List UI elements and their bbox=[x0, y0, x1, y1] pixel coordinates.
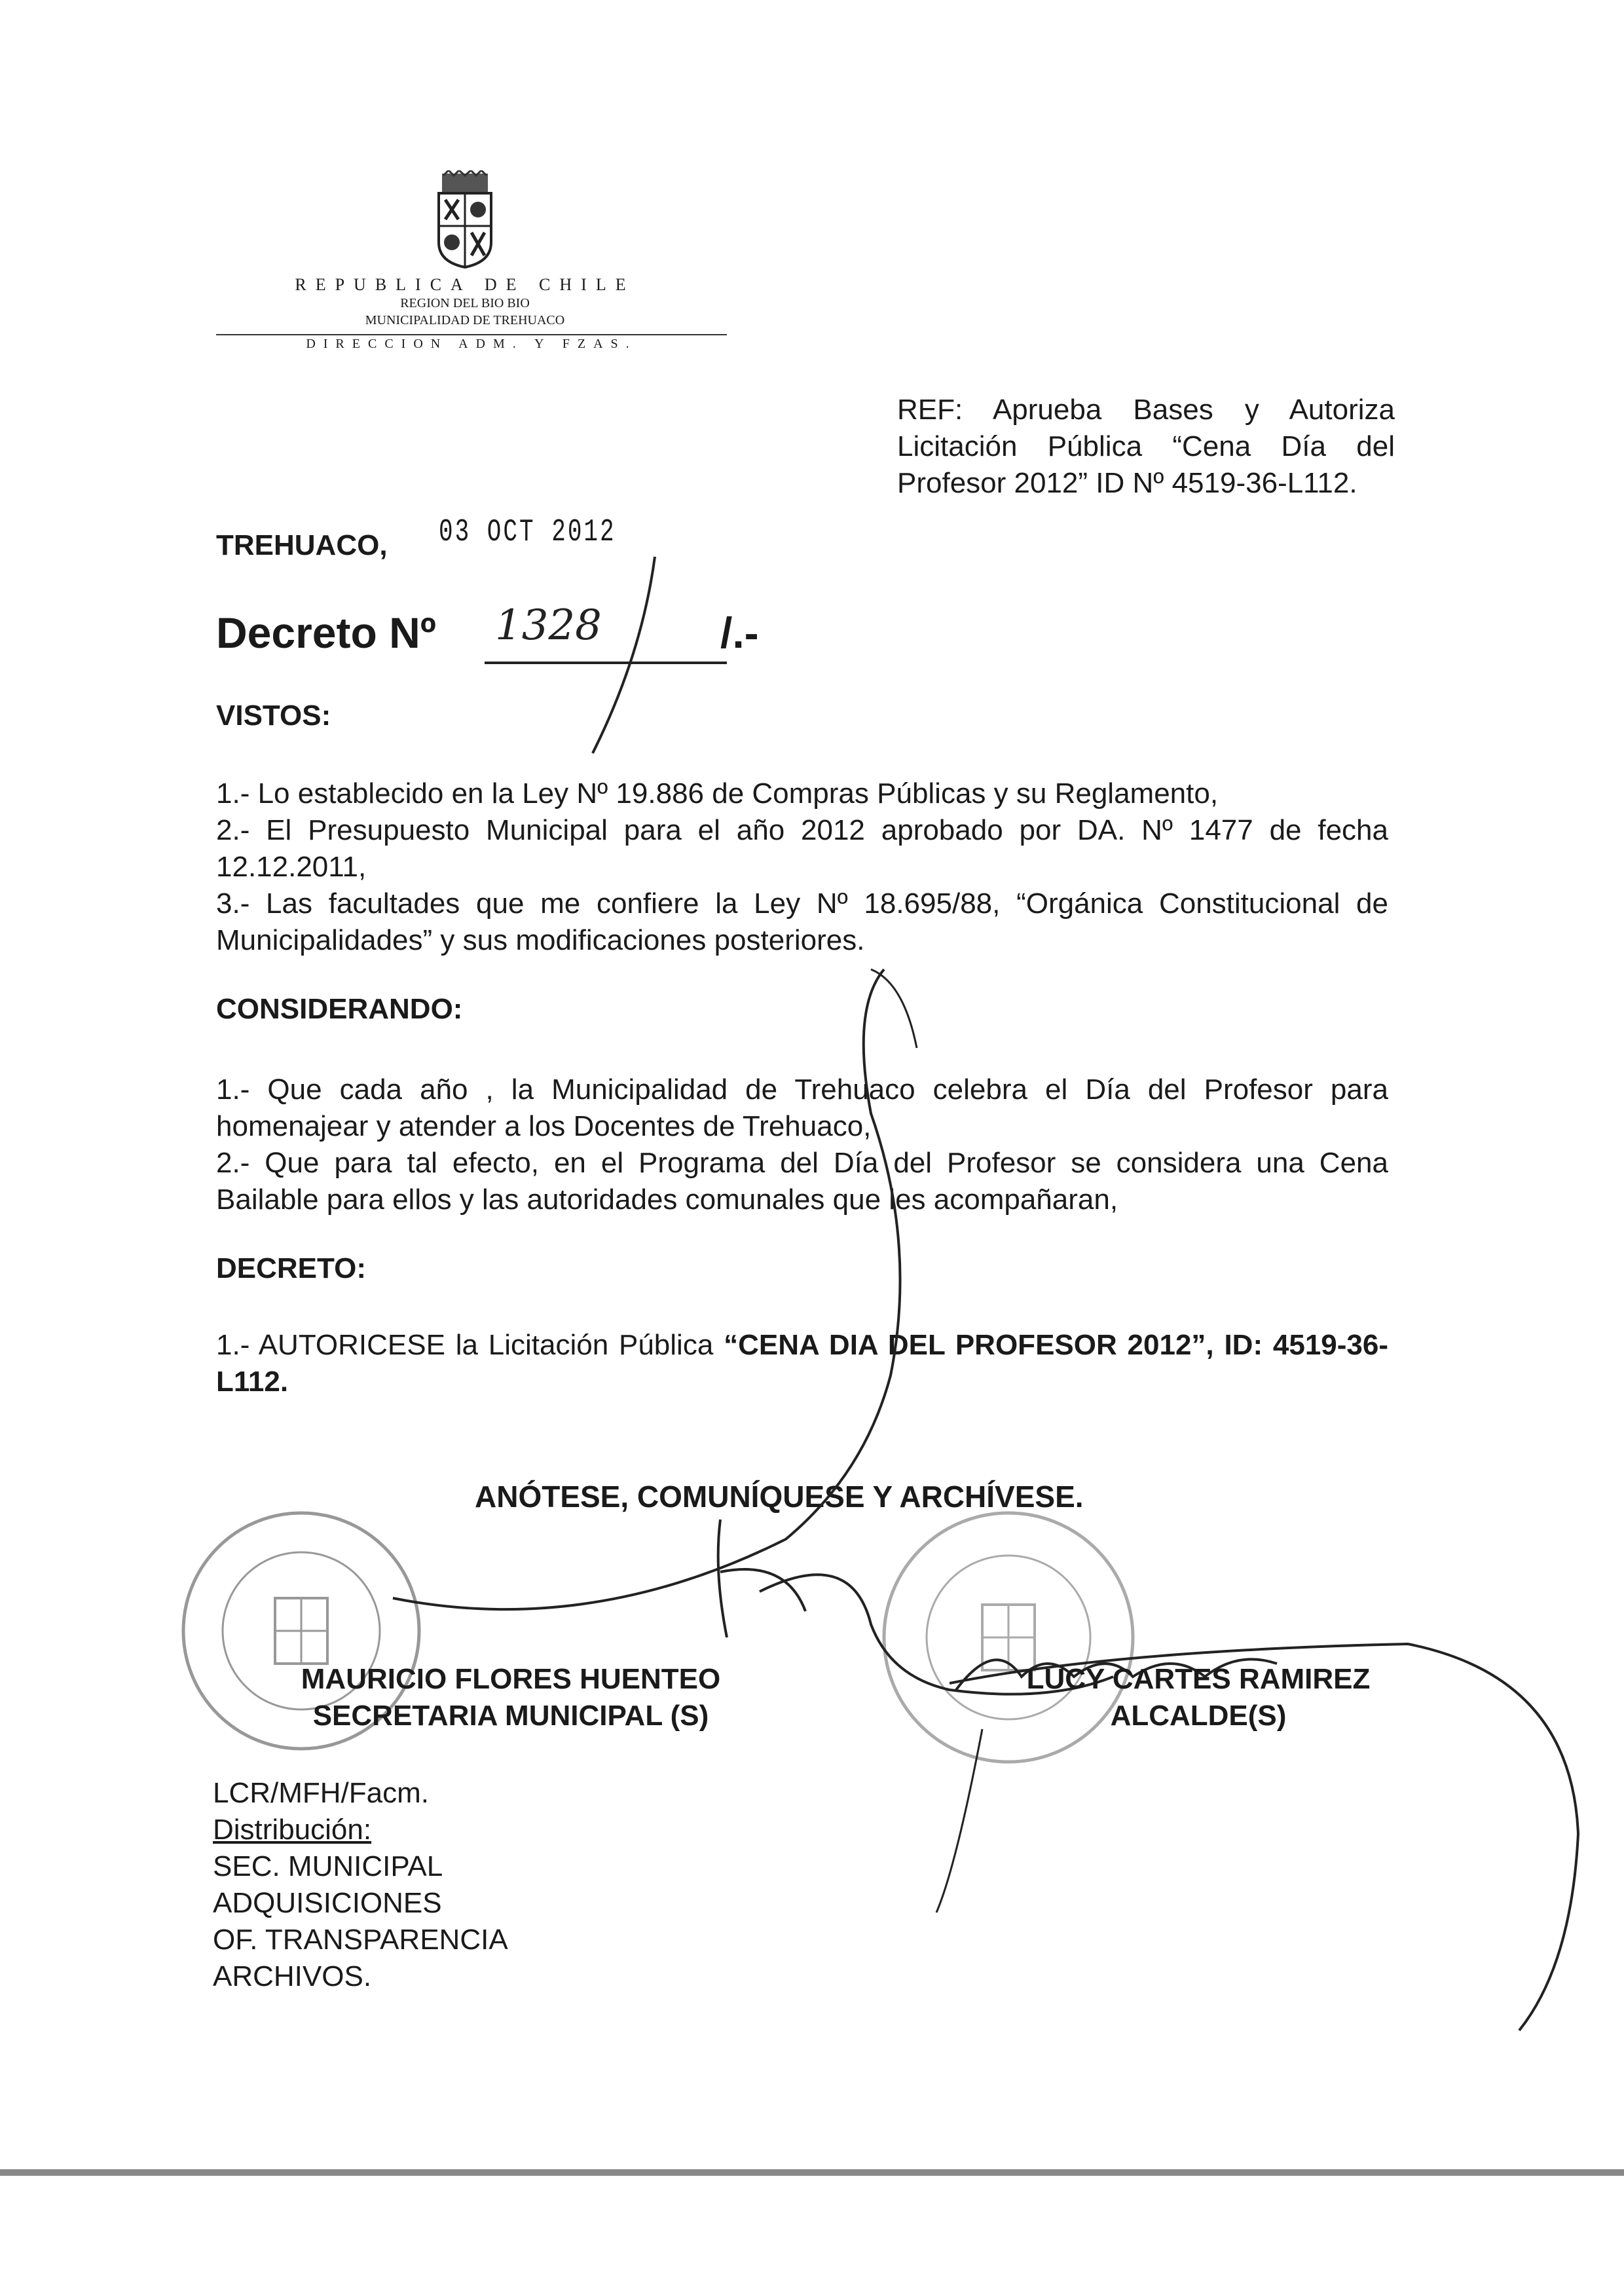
right-signatory-name: LUCY CARTES RAMIREZ bbox=[1026, 1663, 1371, 1695]
decree-number-line bbox=[485, 662, 727, 664]
decree-suffix: /.- bbox=[720, 608, 759, 657]
distribution-heading: Distribución: bbox=[213, 1814, 372, 1846]
distribution-item: SEC. MUNICIPAL bbox=[213, 1850, 443, 1882]
distribution-block bbox=[213, 1775, 508, 1995]
department-name: DIRECCION ADM. Y FZAS. bbox=[216, 334, 727, 352]
date-stamp: 03 OCT 2012 bbox=[439, 515, 616, 550]
vistos-item: 1.- Lo establecido en la Ley Nº 19.886 de Compras Públicas y su Reglamento, bbox=[216, 777, 1219, 810]
distribution-item: ARCHIVOS. bbox=[213, 1960, 372, 1992]
municipality-name: MUNICIPALIDAD DE TREHUACO bbox=[365, 313, 565, 327]
closing-formula: ANÓTESE, COMUNÍQUESE Y ARCHÍVESE. bbox=[475, 1480, 1084, 1514]
country-name: REPUBLICA DE CHILE bbox=[295, 275, 635, 294]
right-signatory bbox=[969, 1661, 1428, 1734]
vistos-item: 2.- El Presupuesto Municipal para el año 2012 aprobado por DA. Nº 1477 de fecha 12.12.2011, bbox=[216, 814, 1388, 883]
decreto-item-text: 1.- AUTORICESE la Licitación Pública bbox=[216, 1329, 724, 1361]
place-label: TREHUACO, bbox=[216, 529, 388, 561]
considerando-item: 1.- Que cada año , la Municipalidad de Trehuaco celebra el Día del Profesor para homenajear y atender a los Docentes de Trehuaco, bbox=[216, 1073, 1388, 1142]
letterhead bbox=[196, 170, 733, 352]
left-signatory-name: MAURICIO FLORES HUENTEO bbox=[301, 1663, 721, 1695]
decreto-item bbox=[216, 1327, 1388, 1400]
left-signatory-title: SECRETARIA MUNICIPAL (S) bbox=[312, 1700, 709, 1732]
vistos-item: 3.- Las facultades que me confiere la Ley Nº 18.695/88, “Orgánica Constitucional de Municipalidades” y sus modificaciones posteriores. bbox=[216, 887, 1388, 956]
coat-of-arms-icon bbox=[429, 170, 501, 269]
decree-number-handwritten: 1328 bbox=[495, 601, 602, 650]
decree-label: Decreto Nº bbox=[216, 608, 436, 657]
considerando-item: 2.- Que para tal efecto, en el Programa del Día del Profesor se considera una Cena Bailable para ellos y las autoridades comunales que les acompañaran, bbox=[216, 1147, 1388, 1216]
initials: LCR/MFH/Facm. bbox=[213, 1777, 429, 1809]
considerando-heading: CONSIDERANDO: bbox=[216, 993, 463, 1025]
right-signatory-title: ALCALDE(S) bbox=[1110, 1700, 1287, 1732]
distribution-item: ADQUISICIONES bbox=[213, 1887, 442, 1919]
left-signatory bbox=[249, 1661, 773, 1734]
region-name: REGION DEL BIO BIO bbox=[400, 296, 530, 310]
decreto-heading: DECRETO: bbox=[216, 1252, 366, 1284]
scan-edge bbox=[0, 2169, 1624, 2176]
distribution-item: OF. TRANSPARENCIA bbox=[213, 1924, 508, 1956]
reference-text: REF: Aprueba Bases y Autoriza Licitación Pública “Cena Día del Profesor 2012” ID Nº 4519-36-L112. bbox=[897, 394, 1395, 499]
decreto-item-bold: “CENA DIA DEL PROFESOR 2012”, ID: 4519-36-L112. bbox=[216, 1329, 1389, 1398]
vistos-heading: VISTOS: bbox=[216, 700, 331, 732]
